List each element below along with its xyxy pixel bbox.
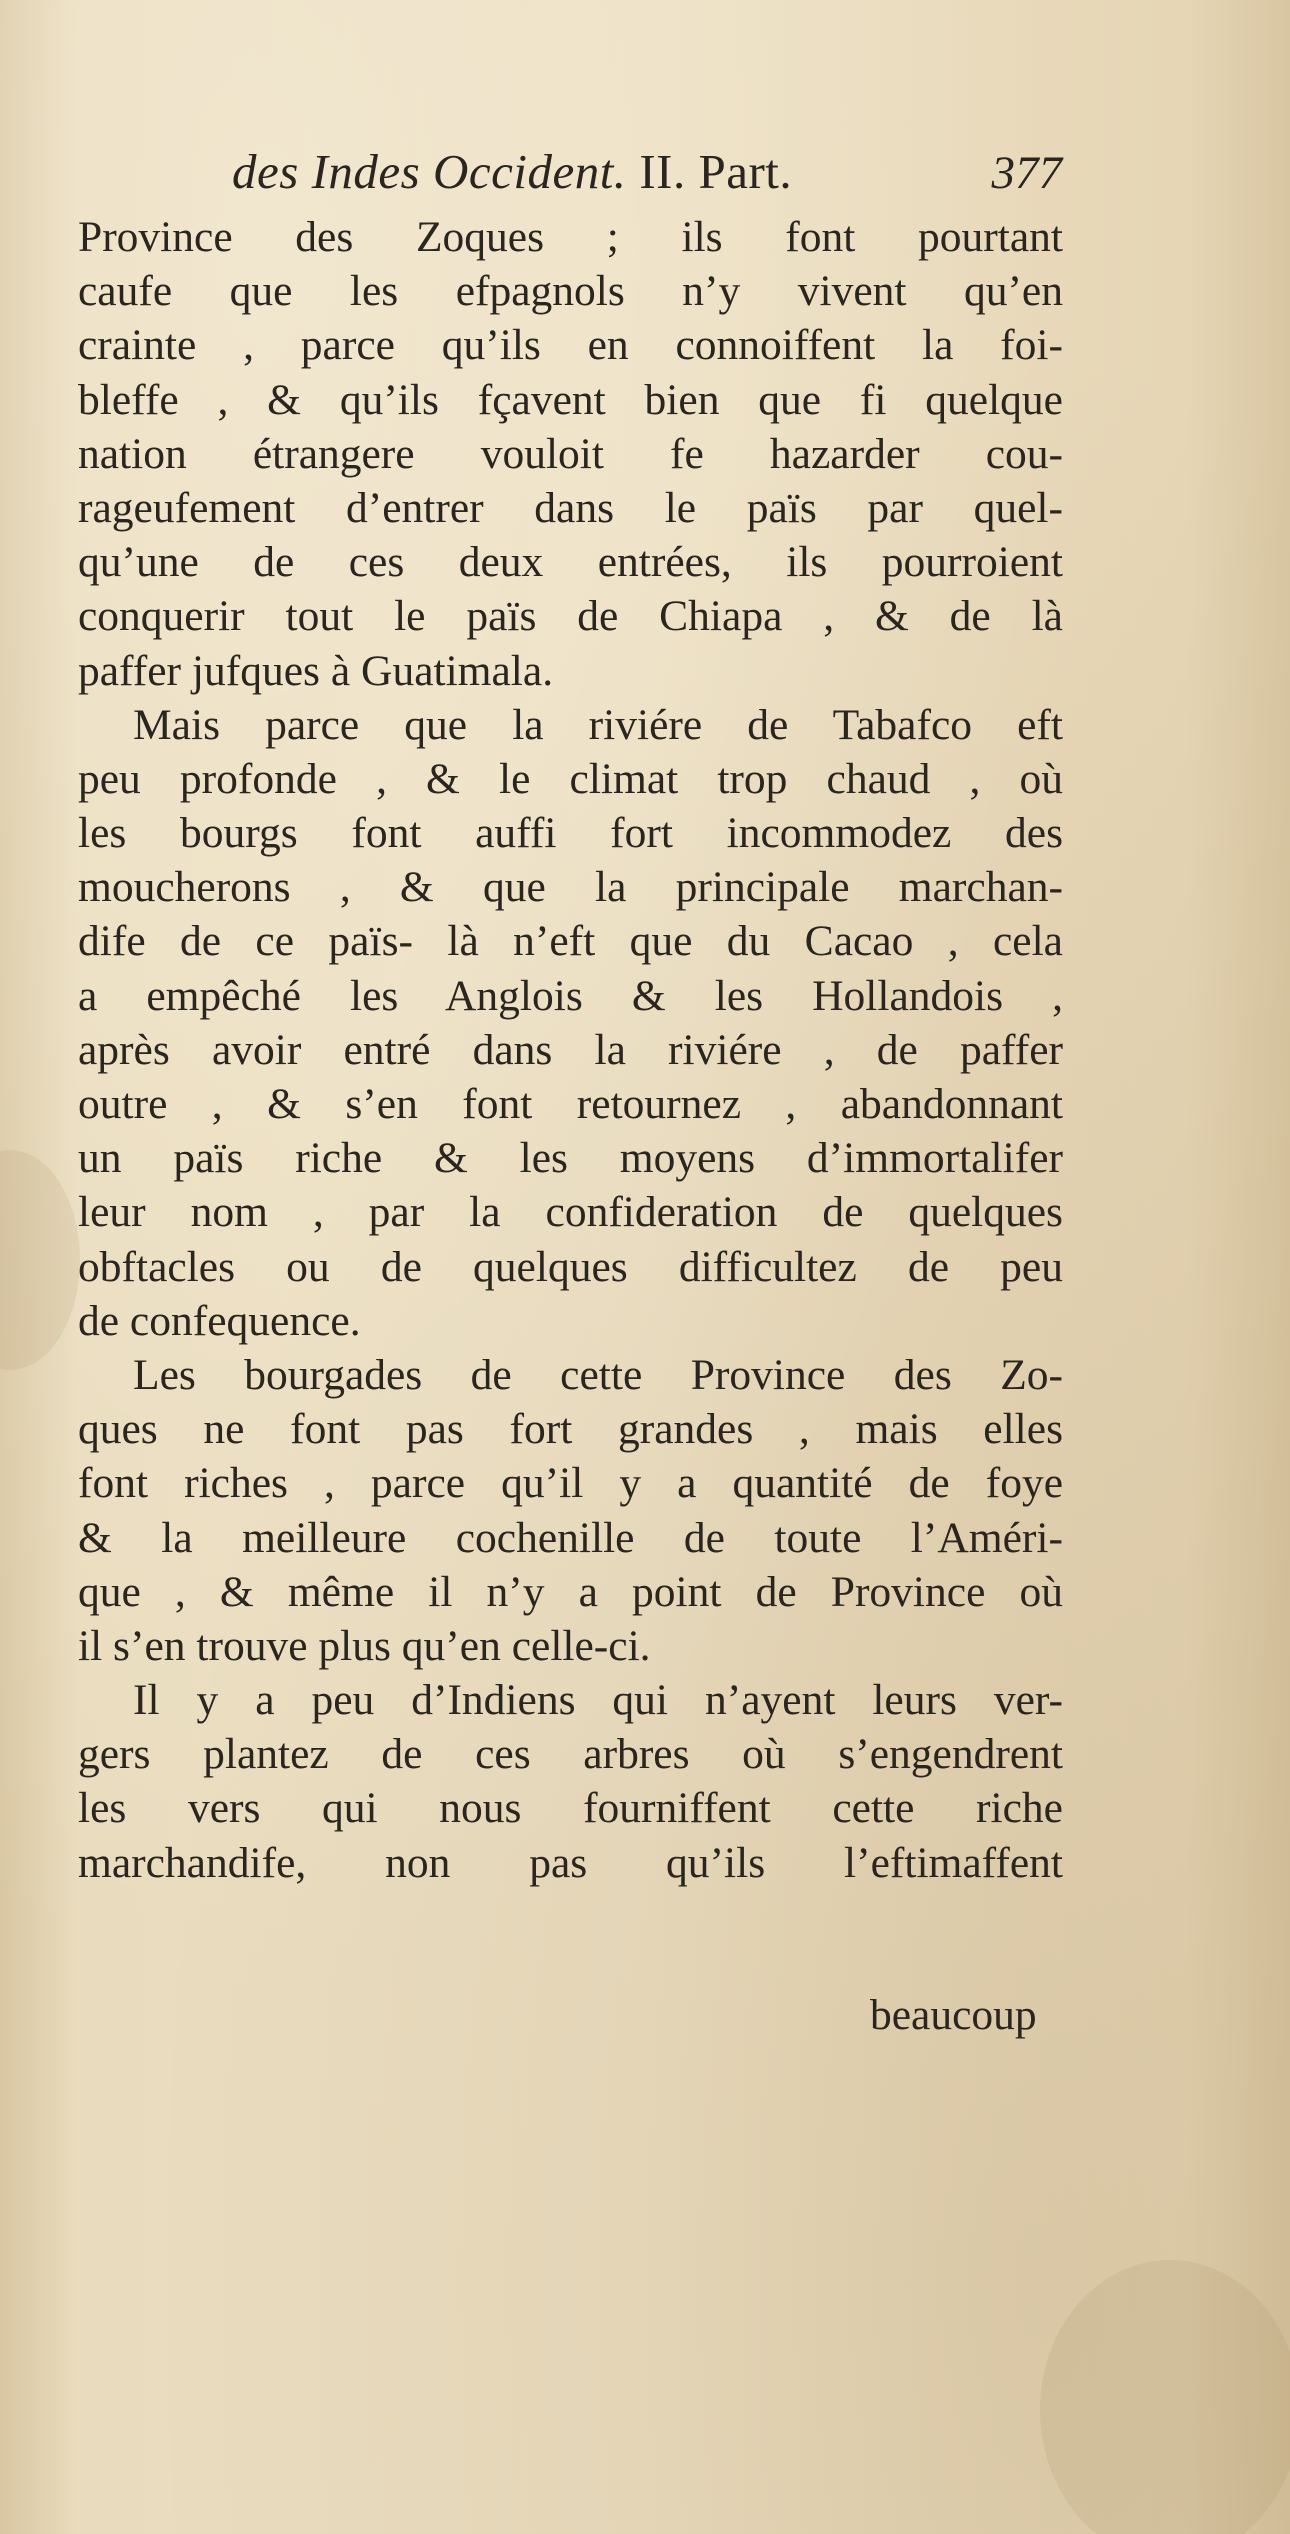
paper-stain	[0, 1150, 80, 1370]
text-line: a empêché les Anglois & les Hollandois ,	[78, 971, 1063, 1020]
text-line: un païs riche & les moyens d’immortalifer	[78, 1134, 1063, 1183]
text-line: que , & même il n’y a point de Province où	[78, 1567, 1063, 1616]
text-line: dife de ce païs- là n’eft que du Cacao , cela	[78, 917, 1063, 966]
text-line: gers plantez de ces arbres où s’engendrent	[78, 1730, 1063, 1779]
text-line: qu’une de ces deux entrées, ils pourroient	[78, 538, 1063, 587]
text-line: nation étrangere vouloit fe hazarder cou-	[78, 429, 1063, 478]
text-line: caufe que les efpagnols n’y vivent qu’en	[78, 267, 1063, 316]
text-line: paffer jufques à Guatimala.	[78, 646, 554, 695]
text-line: Il y a peu d’Indiens qui n’ayent leurs ver-	[133, 1676, 1063, 1725]
text-line: après avoir entré dans la riviére , de paffer	[78, 1025, 1063, 1074]
text-line: leur nom , par la confideration de quelques	[78, 1188, 1063, 1237]
text-line: Province des Zoques ; ils font pourtant	[78, 213, 1063, 261]
text-line: de confequence.	[78, 1296, 361, 1345]
running-title-italic: des Indes Occident.	[232, 144, 640, 199]
text-line: rageufement d’entrer dans le païs par quel-	[78, 483, 1063, 532]
text-line: bleffe , & qu’ils fçavent bien que fi quelque	[78, 375, 1063, 424]
text-line: les bourgs font auffi fort incommodez des	[78, 809, 1063, 858]
text-line: les vers qui nous fourniffent cette riche	[78, 1784, 1063, 1833]
running-title	[232, 142, 792, 202]
text-line: & la meilleure cochenille de toute l’Améri-	[78, 1513, 1063, 1562]
running-head	[232, 142, 1062, 202]
text-line: crainte , parce qu’ils en connoiffent la foi-	[78, 321, 1063, 370]
text-line: il s’en trouve plus qu’en celle-ci.	[78, 1621, 651, 1670]
text-line: moucherons , & que la principale marchan-	[78, 863, 1063, 912]
body-text	[78, 210, 1063, 1890]
paper-stain	[1040, 2260, 1290, 2534]
text-line: peu profonde , & le climat trop chaud , où	[78, 754, 1063, 803]
catchword: beaucoup	[870, 1991, 1037, 2039]
page-number: 377	[991, 147, 1062, 199]
text-line: conquerir tout le païs de Chiapa , & de là	[78, 592, 1063, 641]
running-title-part: II. Part.	[639, 144, 793, 199]
text-line: outre , & s’en font retournez , abandonnant	[78, 1080, 1063, 1128]
text-line: marchandife, non pas qu’ils l’eftimaffent	[78, 1838, 1063, 1887]
text-line: obftacles ou de quelques difficultez de peu	[78, 1242, 1063, 1291]
text-line: font riches , parce qu’il y a quantité de foye	[78, 1459, 1063, 1508]
text-line: ques ne font pas fort grandes , mais elles	[78, 1405, 1063, 1454]
text-line: Les bourgades de cette Province des Zo-	[133, 1350, 1063, 1399]
text-line: Mais parce que la riviére de Tabafco eft	[133, 700, 1063, 749]
